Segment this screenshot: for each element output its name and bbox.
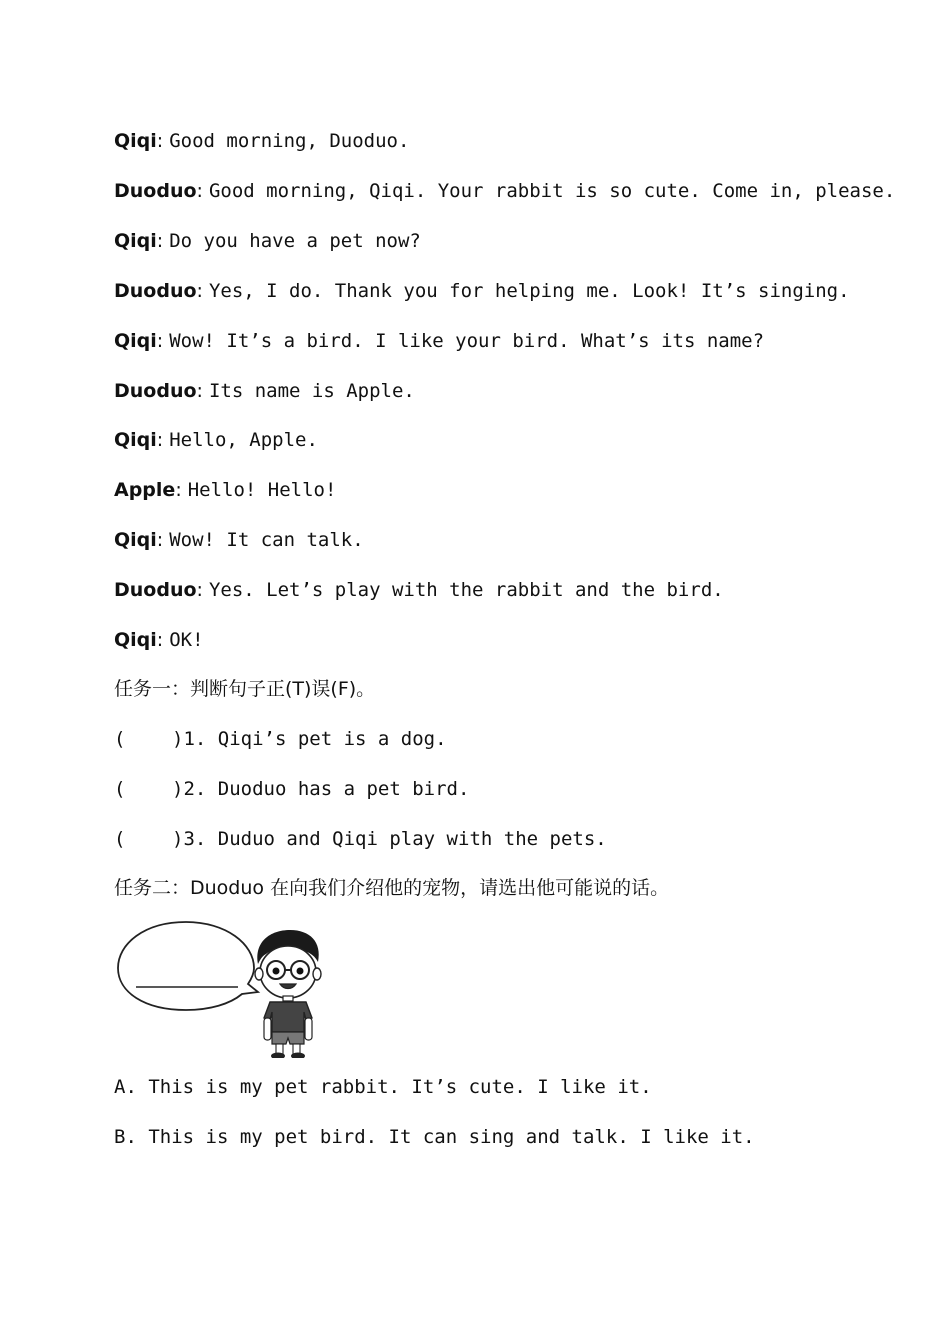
task1-item-1: ( )1. Qiqi’s pet is a dog.: [114, 724, 447, 754]
speaker-name: Duoduo: [114, 380, 197, 402]
speech-text: Good morning, Qiqi. Your rabbit is so cute. Come in, please.: [208, 180, 896, 202]
boy-icon: [255, 930, 321, 1058]
answer-blank[interactable]: (: [114, 828, 126, 850]
speech-text: Hello! Hello!: [187, 479, 337, 501]
speaker-name: Qiqi: [114, 529, 157, 551]
statement-text: Duduo and Qiqi play with the pets.: [217, 828, 607, 850]
dialogue-line-9: Qiqi: Wow! It can talk.: [114, 529, 364, 551]
dialogue-line-5: Qiqi: Wow! It’s a bird. I like your bird. What’s its name?: [114, 330, 765, 352]
task2-heading: 任务二：Duoduo 在向我们介绍他的宠物，请选出他可能说的话。: [114, 877, 670, 899]
dialogue-line-3: Qiqi: Do you have a pet now?: [114, 230, 421, 252]
speech-text: Yes, I do. Thank you for helping me. Look! It’s singing.: [208, 280, 850, 302]
speech-text: Good morning, Duoduo.: [169, 130, 410, 152]
speech-text: Wow! It can talk.: [169, 529, 364, 551]
task1-item-3: ( )3. Duduo and Qiqi play with the pets.: [114, 824, 607, 854]
speaker-name: Duoduo: [114, 280, 197, 302]
boy-speech-illustration: [114, 918, 334, 1058]
dialogue-line-10: Duoduo: Yes. Let’s play with the rabbit and the bird.: [114, 579, 724, 601]
task1-item-2: ( )2. Duoduo has a pet bird.: [114, 774, 469, 804]
speech-text: Its name is Apple.: [208, 380, 415, 402]
speech-text: Do you have a pet now?: [169, 230, 421, 252]
speech-text: Wow! It’s a bird. I like your bird. What’s its name?: [169, 330, 765, 352]
speech-text: Yes. Let’s play with the rabbit and the bird.: [208, 579, 724, 601]
dialogue-line-11: Qiqi: OK!: [114, 629, 204, 651]
option-b[interactable]: B. This is my pet bird. It can sing and talk. I like it.: [114, 1126, 755, 1148]
dialogue-line-4: Duoduo: Yes, I do. Thank you for helping me. Look! It’s singing.: [114, 280, 850, 302]
option-a[interactable]: A. This is my pet rabbit. It’s cute. I like it.: [114, 1076, 652, 1098]
speech-text: OK!: [169, 629, 204, 651]
speaker-name: Qiqi: [114, 629, 157, 651]
speaker-name: Qiqi: [114, 330, 157, 352]
answer-blank[interactable]: (: [114, 728, 126, 750]
dialogue-line-2: Duoduo: Good morning, Qiqi. Your rabbit is so cute. Come in, please.: [114, 180, 896, 202]
answer-blank[interactable]: (: [114, 778, 126, 800]
speech-text: Hello, Apple.: [169, 429, 318, 451]
speaker-name: Duoduo: [114, 180, 197, 202]
speaker-name: Duoduo: [114, 579, 197, 601]
statement-text: Qiqi’s pet is a dog.: [217, 728, 447, 750]
statement-text: Duoduo has a pet bird.: [217, 778, 470, 800]
task1-heading: 任务一：判断句子正(T)误(F)。: [114, 678, 376, 700]
dialogue-line-7: Qiqi: Hello, Apple.: [114, 429, 318, 451]
dialogue-line-6: Duoduo: Its name is Apple.: [114, 380, 415, 402]
speaker-name: Qiqi: [114, 130, 157, 152]
speaker-name: Apple: [114, 479, 176, 501]
dialogue-line-8: Apple: Hello! Hello!: [114, 479, 337, 501]
speaker-name: Qiqi: [114, 429, 157, 451]
speech-bubble-icon: [118, 922, 258, 1010]
speaker-name: Qiqi: [114, 230, 157, 252]
dialogue-line-1: Qiqi: Good morning, Duoduo.: [114, 130, 410, 152]
